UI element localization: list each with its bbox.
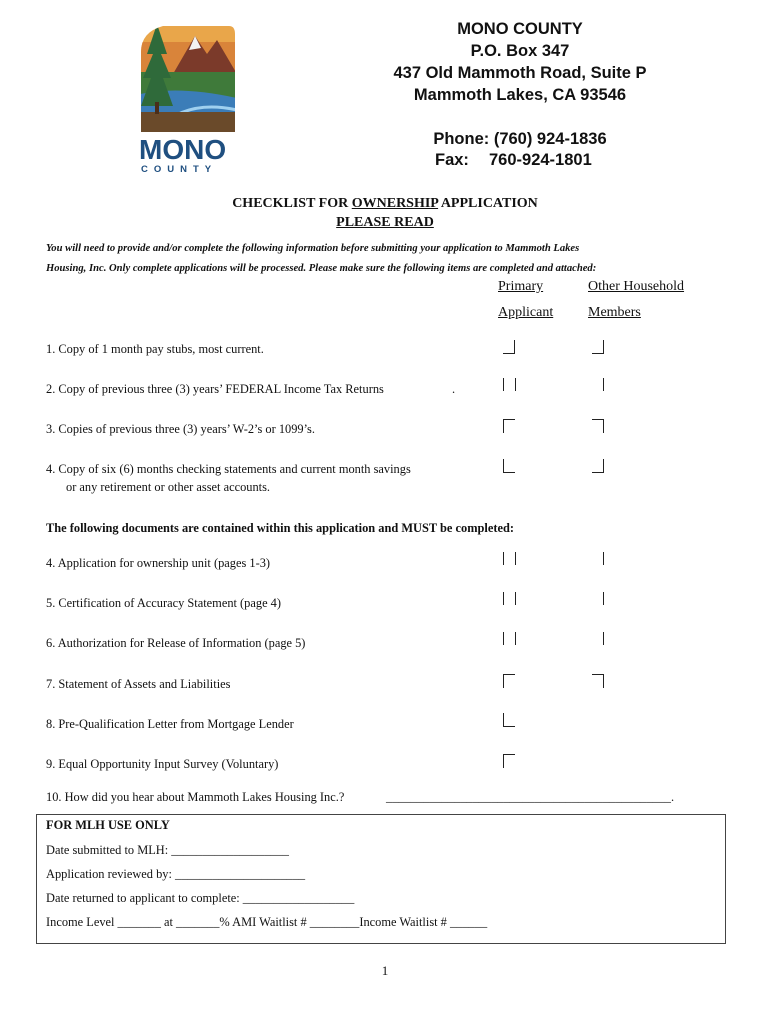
checkbox-primary-3[interactable] <box>503 419 515 433</box>
checkbox-other-doc-7[interactable] <box>592 674 604 688</box>
checkbox-primary-doc-7[interactable] <box>503 674 515 688</box>
checkbox-other-4[interactable] <box>592 459 604 473</box>
checklist-item-2: 2. Copy of previous three (3) years’ FEDERAL Income Tax Returns <box>46 382 384 396</box>
question-10-answer-field[interactable]: ______________________________________________. <box>386 790 675 804</box>
checkbox-other-2[interactable] <box>603 378 604 391</box>
checkbox-primary-doc-8[interactable] <box>503 713 515 727</box>
checkbox-primary-1[interactable] <box>503 340 515 354</box>
col-primary-applicant-l2: Applicant <box>498 305 554 320</box>
checkbox-primary-doc-6[interactable] <box>503 632 516 645</box>
doc-item-assets: 7. Statement of Assets and Liabilities <box>46 677 231 691</box>
checklist-item-2-trail: . <box>452 382 456 396</box>
page-number: 1 <box>381 963 389 978</box>
org-name: MONO COUNTY <box>457 20 583 38</box>
fax-number: 760-924-1801 <box>489 151 592 169</box>
checkbox-primary-4[interactable] <box>503 459 515 473</box>
date-submitted-field[interactable]: Date submitted to MLH: ___________________ <box>46 843 289 857</box>
mono-county-logo <box>133 14 239 174</box>
checklist-item-3: 3. Copies of previous three (3) years’ W-2’s or 1099’s. <box>46 422 315 436</box>
title-emphasis: OWNERSHIP <box>351 196 439 211</box>
po-box: P.O. Box 347 <box>470 42 570 60</box>
svg-text:MONO: MONO <box>139 134 227 165</box>
checkbox-other-3[interactable] <box>592 419 604 433</box>
intro-line-2: Housing, Inc. Only complete applications will be processed. Please make sure the following items are completed and attached: <box>46 263 597 274</box>
checkbox-other-doc-5[interactable] <box>603 592 604 605</box>
question-10: 10. How did you hear about Mammoth Lakes Housing Inc.? <box>46 790 345 804</box>
doc-item-survey: 9. Equal Opportunity Input Survey (Voluntary) <box>46 757 279 771</box>
checklist-item-4: 4. Copy of six (6) months checking statements and current month savings <box>46 462 411 476</box>
doc-item-authorization: 6. Authorization for Release of Information (page 5) <box>46 636 306 650</box>
checkbox-primary-doc-9[interactable] <box>503 754 515 768</box>
doc-item-certification: 5. Certification of Accuracy Statement (page 4) <box>46 596 281 610</box>
mlh-use-title: FOR MLH USE ONLY <box>46 818 170 832</box>
doc-item-application: 4. Application for ownership unit (pages 1-3) <box>46 556 271 570</box>
col-primary-applicant-l1: Primary <box>498 279 544 294</box>
checkbox-primary-doc-4[interactable] <box>503 552 516 565</box>
please-read-heading: PLEASE READ <box>336 215 434 230</box>
date-returned-field[interactable]: Date returned to applicant to complete: __________________ <box>46 891 355 905</box>
doc-item-prequalification: 8. Pre-Qualification Letter from Mortgage Lender <box>46 717 294 731</box>
col-other-household-l2: Members <box>588 305 641 320</box>
income-level-line[interactable]: Income Level _______ at _______% AMI Waitlist # ________Income Waitlist # ______ <box>46 915 488 929</box>
city-state-zip: Mammoth Lakes, CA 93546 <box>413 86 627 104</box>
fax-label: Fax: <box>435 151 469 169</box>
checkbox-other-1[interactable] <box>592 340 604 354</box>
col-other-household-l1: Other Household <box>588 279 685 294</box>
checkbox-primary-doc-5[interactable] <box>503 592 516 605</box>
phone-number: Phone: (760) 924-1836 <box>433 130 607 148</box>
checklist-item-1: 1. Copy of 1 month pay stubs, most current. <box>46 342 264 356</box>
svg-text:COUNTY: COUNTY <box>141 164 218 174</box>
intro-line-1: You will need to provide and/or complete the following information before submitting your application to Mammoth Lakes <box>46 243 580 254</box>
checklist-title: CHECKLIST FOR OWNERSHIP APPLICATION <box>232 196 538 211</box>
checkbox-other-doc-4[interactable] <box>603 552 604 565</box>
checklist-item-4-line2: or any retirement or other asset accounts. <box>66 480 271 494</box>
checkbox-other-doc-6[interactable] <box>603 632 604 645</box>
checkbox-primary-2[interactable] <box>503 378 516 391</box>
street-address: 437 Old Mammoth Road, Suite P <box>393 64 647 82</box>
contained-documents-note: The following documents are contained within this application and MUST be completed: <box>46 521 515 535</box>
reviewed-by-field[interactable]: Application reviewed by: _____________________ <box>46 867 306 881</box>
